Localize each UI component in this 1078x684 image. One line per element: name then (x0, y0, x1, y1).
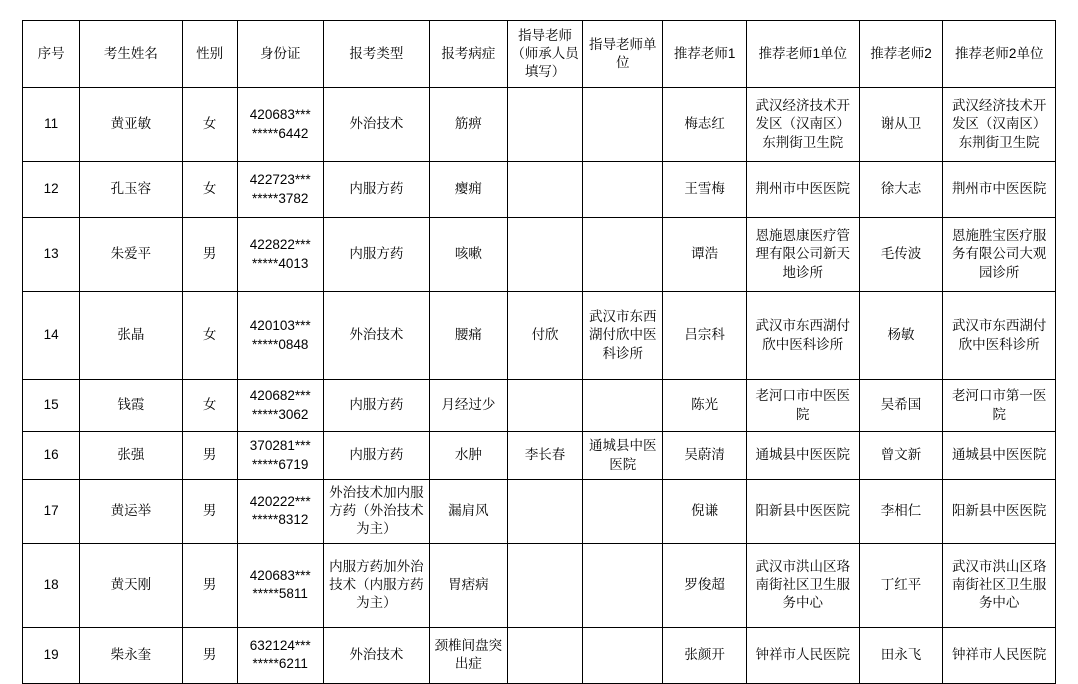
cell-mentor (507, 480, 583, 544)
column-header-seq: 序号 (23, 21, 80, 88)
cell-gender: 男 (182, 627, 237, 683)
cell-mentor (507, 88, 583, 162)
idcard-line2: *****8312 (252, 512, 309, 528)
idcard-line1: 420222*** (249, 494, 311, 510)
column-header-recommender1: 推荐老师1 (663, 21, 747, 88)
idcard-line1: 632124*** (249, 637, 311, 653)
cell-mentor-unit (583, 480, 663, 544)
cell-recommender1: 陈光 (663, 380, 747, 432)
cell-illness: 咳嗽 (430, 218, 508, 292)
table-header (23, 21, 1056, 88)
cell-recommender1: 谭浩 (663, 218, 747, 292)
cell-seq: 11 (23, 88, 80, 162)
cell-recommender1-unit: 荆州市中医医院 (747, 162, 860, 218)
idcard-line1: 422723*** (249, 172, 311, 188)
table-row (23, 627, 1056, 683)
cell-recommender2-unit: 阳新县中医医院 (943, 480, 1056, 544)
cell-illness: 瘿痈 (430, 162, 508, 218)
idcard-line2: *****5811 (252, 586, 308, 602)
cell-mentor (507, 218, 583, 292)
table-row (23, 162, 1056, 218)
cell-recommender1: 吕宗科 (663, 292, 747, 380)
cell-idcard (237, 88, 323, 162)
cell-gender: 男 (182, 480, 237, 544)
candidate-roster-table (22, 20, 1056, 684)
cell-idcard (237, 543, 323, 627)
cell-name: 张晶 (80, 292, 182, 380)
cell-seq: 17 (23, 480, 80, 544)
cell-name: 朱爱平 (80, 218, 182, 292)
cell-gender: 男 (182, 543, 237, 627)
cell-recommender2-unit: 武汉经济技术开发区（汉南区）东荆街卫生院 (943, 88, 1056, 162)
cell-recommender1-unit: 通城县中医医院 (747, 432, 860, 480)
idcard-line2: *****6719 (252, 456, 309, 472)
cell-idcard (237, 480, 323, 544)
cell-apply-type: 外治技术 (323, 292, 429, 380)
column-header-apply-type: 报考类型 (323, 21, 429, 88)
cell-apply-type: 外治技术加内服方药（外治技术为主） (323, 480, 429, 544)
table-body (23, 88, 1056, 684)
cell-recommender1: 倪谦 (663, 480, 747, 544)
table-row (23, 218, 1056, 292)
column-header-mentor-unit: 指导老师单位 (583, 21, 663, 88)
cell-idcard (237, 292, 323, 380)
cell-seq: 18 (23, 543, 80, 627)
cell-recommender2: 杨敏 (859, 292, 943, 380)
cell-recommender1-unit: 武汉经济技术开发区（汉南区）东荆街卫生院 (747, 88, 860, 162)
cell-gender: 女 (182, 88, 237, 162)
idcard-line2: *****3062 (252, 406, 309, 422)
idcard-line1: 420682*** (249, 388, 311, 404)
cell-apply-type: 内服方药加外治技术（内服方药为主） (323, 543, 429, 627)
cell-recommender2: 谢从卫 (859, 88, 943, 162)
table-row (23, 432, 1056, 480)
cell-gender: 女 (182, 162, 237, 218)
cell-illness: 腰痛 (430, 292, 508, 380)
cell-mentor (507, 627, 583, 683)
cell-apply-type: 内服方药 (323, 380, 429, 432)
idcard-line2: *****6442 (252, 125, 309, 141)
cell-mentor-unit (583, 218, 663, 292)
cell-name: 柴永奎 (80, 627, 182, 683)
cell-recommender2-unit: 恩施胜宝医疗服务有限公司大观园诊所 (943, 218, 1056, 292)
cell-recommender1: 罗俊超 (663, 543, 747, 627)
idcard-line1: 422822*** (249, 237, 311, 253)
cell-mentor-unit (583, 627, 663, 683)
cell-mentor (507, 162, 583, 218)
cell-recommender2-unit: 武汉市东西湖付欣中医科诊所 (943, 292, 1056, 380)
idcard-line2: *****3782 (252, 190, 309, 206)
cell-name: 黄亚敏 (80, 88, 182, 162)
cell-recommender1: 王雪梅 (663, 162, 747, 218)
column-header-idcard: 身份证 (237, 21, 323, 88)
cell-name: 张强 (80, 432, 182, 480)
cell-apply-type: 外治技术 (323, 627, 429, 683)
cell-idcard (237, 627, 323, 683)
cell-recommender2: 李相仁 (859, 480, 943, 544)
cell-recommender2-unit: 荆州市中医医院 (943, 162, 1056, 218)
cell-name: 钱霞 (80, 380, 182, 432)
cell-recommender2: 徐大志 (859, 162, 943, 218)
cell-mentor: 付欣 (507, 292, 583, 380)
table-row (23, 380, 1056, 432)
cell-recommender1: 吴蔚清 (663, 432, 747, 480)
cell-name: 黄运举 (80, 480, 182, 544)
cell-idcard (237, 380, 323, 432)
cell-idcard (237, 432, 323, 480)
cell-idcard (237, 218, 323, 292)
table-row (23, 543, 1056, 627)
cell-recommender1-unit: 武汉市东西湖付欣中医科诊所 (747, 292, 860, 380)
column-header-illness: 报考病症 (430, 21, 508, 88)
idcard-line1: 420103*** (249, 318, 311, 334)
cell-apply-type: 内服方药 (323, 218, 429, 292)
cell-seq: 15 (23, 380, 80, 432)
column-header-recommender1-unit: 推荐老师1单位 (747, 21, 860, 88)
cell-mentor-unit (583, 88, 663, 162)
cell-apply-type: 内服方药 (323, 162, 429, 218)
cell-recommender2: 曾文新 (859, 432, 943, 480)
column-header-mentor: 指导老师（师承人员填写） (507, 21, 583, 88)
cell-recommender2: 田永飞 (859, 627, 943, 683)
cell-illness: 漏肩风 (430, 480, 508, 544)
cell-recommender1-unit: 恩施恩康医疗管理有限公司新天地诊所 (747, 218, 860, 292)
idcard-line2: *****6211 (252, 656, 308, 672)
idcard-line1: 420683*** (249, 107, 311, 123)
header-row (23, 21, 1056, 88)
cell-recommender2-unit: 通城县中医医院 (943, 432, 1056, 480)
cell-mentor-unit (583, 162, 663, 218)
cell-apply-type: 外治技术 (323, 88, 429, 162)
cell-recommender1-unit: 阳新县中医医院 (747, 480, 860, 544)
cell-mentor: 李长春 (507, 432, 583, 480)
cell-seq: 13 (23, 218, 80, 292)
cell-recommender1: 张颜开 (663, 627, 747, 683)
cell-gender: 男 (182, 218, 237, 292)
idcard-line2: *****4013 (252, 255, 309, 271)
cell-recommender1: 梅志红 (663, 88, 747, 162)
cell-name: 黄天刚 (80, 543, 182, 627)
cell-recommender2: 丁红平 (859, 543, 943, 627)
cell-apply-type: 内服方药 (323, 432, 429, 480)
cell-idcard (237, 162, 323, 218)
cell-recommender1-unit: 武汉市洪山区珞南街社区卫生服务中心 (747, 543, 860, 627)
idcard-line2: *****0848 (252, 336, 309, 352)
cell-recommender2: 吴希国 (859, 380, 943, 432)
cell-mentor (507, 543, 583, 627)
cell-mentor-unit (583, 380, 663, 432)
cell-seq: 16 (23, 432, 80, 480)
cell-gender: 男 (182, 432, 237, 480)
cell-mentor-unit (583, 543, 663, 627)
cell-mentor-unit: 武汉市东西湖付欣中医科诊所 (583, 292, 663, 380)
cell-illness: 胃痞病 (430, 543, 508, 627)
cell-recommender2-unit: 老河口市第一医院 (943, 380, 1056, 432)
cell-recommender1-unit: 钟祥市人民医院 (747, 627, 860, 683)
column-header-recommender2: 推荐老师2 (859, 21, 943, 88)
table-row (23, 480, 1056, 544)
column-header-gender: 性别 (182, 21, 237, 88)
cell-name: 孔玉容 (80, 162, 182, 218)
cell-mentor (507, 380, 583, 432)
cell-mentor-unit: 通城县中医医院 (583, 432, 663, 480)
table-row (23, 292, 1056, 380)
cell-recommender2: 毛传波 (859, 218, 943, 292)
cell-recommender2-unit: 钟祥市人民医院 (943, 627, 1056, 683)
cell-recommender2-unit: 武汉市洪山区珞南街社区卫生服务中心 (943, 543, 1056, 627)
column-header-recommender2-unit: 推荐老师2单位 (943, 21, 1056, 88)
cell-seq: 14 (23, 292, 80, 380)
cell-gender: 女 (182, 292, 237, 380)
cell-gender: 女 (182, 380, 237, 432)
cell-illness: 筋痹 (430, 88, 508, 162)
table-row (23, 88, 1056, 162)
cell-illness: 月经过少 (430, 380, 508, 432)
idcard-line1: 420683*** (249, 567, 311, 583)
cell-illness: 颈椎间盘突出症 (430, 627, 508, 683)
cell-recommender1-unit: 老河口市中医医院 (747, 380, 860, 432)
cell-seq: 19 (23, 627, 80, 683)
column-header-name: 考生姓名 (80, 21, 182, 88)
cell-illness: 水肿 (430, 432, 508, 480)
idcard-line1: 370281*** (249, 438, 311, 454)
cell-seq: 12 (23, 162, 80, 218)
